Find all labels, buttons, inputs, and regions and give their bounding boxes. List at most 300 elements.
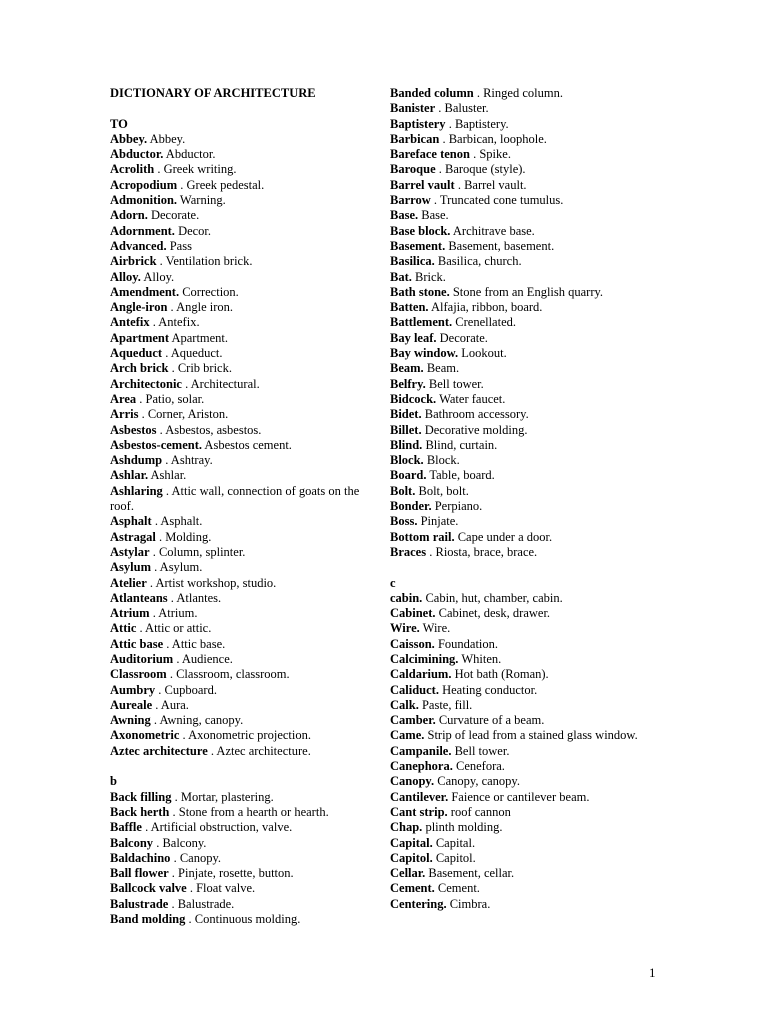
entry-definition: Decorative molding.	[421, 422, 528, 437]
dictionary-entry	[390, 728, 652, 743]
entry-term: Billet.	[390, 422, 422, 437]
dictionary-entry	[390, 790, 652, 805]
entry-definition: Pass	[166, 238, 192, 253]
entry-term: Canopy.	[390, 774, 435, 789]
entry-term: Antefix	[110, 315, 150, 330]
entry-term: Balustrade	[110, 896, 169, 911]
entry-definition: Table, board.	[426, 468, 495, 483]
entry-term: Abductor.	[110, 147, 164, 162]
section-spacer	[390, 560, 652, 575]
entry-definition: Foundation.	[434, 636, 499, 651]
entry-definition: Asbestos cement.	[202, 437, 292, 452]
entry-definition: . Atrium.	[149, 606, 198, 621]
entry-term: Atelier	[110, 575, 147, 590]
entry-definition: Strip of lead from a stained glass window.	[424, 728, 638, 743]
dictionary-entry	[110, 484, 378, 515]
dictionary-entry	[390, 453, 652, 468]
entry-definition: Alloy.	[140, 269, 175, 284]
dictionary-entry	[390, 300, 652, 315]
entry-definition: Cabin, hut, chamber, cabin.	[422, 590, 563, 605]
entry-definition: . Aqueduct.	[162, 346, 223, 361]
dictionary-entry	[110, 560, 378, 575]
section-spacer	[110, 101, 378, 116]
entry-term: Acropodium	[110, 177, 178, 192]
entry-definition: Bell tower.	[451, 743, 510, 758]
dictionary-entry	[110, 468, 378, 483]
entry-definition: . Ventilation brick.	[156, 254, 253, 269]
entry-term: Beam.	[390, 361, 424, 376]
dictionary-entry	[110, 178, 378, 193]
entry-definition: Bolt, bolt.	[415, 483, 469, 498]
entry-definition: Basilica, church.	[434, 254, 522, 269]
dictionary-entry	[110, 606, 378, 621]
entry-definition: . Crib brick.	[168, 361, 232, 376]
entry-definition: Heating conductor.	[438, 682, 538, 697]
dictionary-entry	[110, 162, 378, 177]
left-column	[110, 86, 378, 927]
entry-term: Baldachino	[110, 850, 171, 865]
dictionary-entry	[110, 423, 378, 438]
entry-definition: . Balustrade.	[168, 896, 235, 911]
dictionary-entry	[390, 851, 652, 866]
dictionary-entry	[110, 790, 378, 805]
entry-term: Cant strip.	[390, 804, 448, 819]
entry-term: Advanced.	[110, 238, 167, 253]
dictionary-entry	[390, 438, 652, 453]
dictionary-entry	[390, 836, 652, 851]
dictionary-entry	[390, 147, 652, 162]
entry-definition: Perpiano.	[431, 499, 483, 514]
section-spacer	[110, 759, 378, 774]
dictionary-entry	[110, 713, 378, 728]
section-heading: b	[110, 774, 117, 789]
entry-definition: Cenefora.	[452, 759, 505, 774]
entry-definition: Decor.	[174, 223, 212, 238]
dictionary-entry	[390, 468, 652, 483]
entry-term: Belfry.	[390, 376, 426, 391]
entry-definition: Canopy, canopy.	[434, 774, 520, 789]
entry-definition: . Balcony.	[153, 835, 207, 850]
entry-definition: Water faucet.	[436, 391, 506, 406]
entry-term: Aztec architecture	[110, 743, 208, 758]
entry-definition: Hot bath (Roman).	[451, 667, 549, 682]
entry-term: Apartment	[110, 330, 170, 345]
entry-definition: . Baroque (style).	[435, 162, 526, 177]
entry-definition: Whiten.	[458, 651, 502, 666]
dictionary-entry	[390, 346, 652, 361]
entry-definition: . Ashtray.	[162, 453, 213, 468]
entry-term: Atrium	[110, 606, 150, 621]
entry-term: Bay window.	[390, 346, 459, 361]
dictionary-entry	[110, 407, 378, 422]
entry-definition: Ashlar.	[148, 468, 187, 483]
dictionary-entry	[110, 805, 378, 820]
dictionary-entry	[390, 315, 652, 330]
entry-term: Asphalt	[110, 514, 152, 529]
entry-term: Campanile.	[390, 743, 452, 758]
dictionary-entry	[390, 285, 652, 300]
entry-definition: . Column, splinter.	[149, 544, 246, 559]
entry-term: Cantilever.	[390, 789, 449, 804]
dictionary-entry	[390, 744, 652, 759]
entry-term: Capital.	[390, 835, 433, 850]
entry-term: Camber.	[390, 713, 436, 728]
entry-term: Banded column	[390, 86, 474, 100]
entry-definition: . Attic base.	[163, 636, 226, 651]
entry-definition: Cement.	[434, 881, 480, 896]
entry-definition: Base.	[418, 208, 449, 223]
entry-term: Base block.	[390, 223, 451, 238]
dictionary-entry	[110, 285, 378, 300]
entry-definition: . Cupboard.	[155, 682, 217, 697]
dictionary-entry	[390, 499, 652, 514]
entry-definition: Basement, cellar.	[425, 866, 515, 881]
entry-definition: . Artificial obstruction, valve.	[141, 820, 293, 835]
entry-term: Back filling	[110, 789, 172, 804]
entry-definition: Beam.	[423, 361, 460, 376]
entry-term: Caldarium.	[390, 667, 452, 682]
dictionary-entry	[110, 912, 378, 927]
dictionary-entry	[390, 270, 652, 285]
entry-definition: . Stone from a hearth or hearth.	[169, 804, 329, 819]
entry-term: Bolt.	[390, 483, 416, 498]
dictionary-entry	[110, 239, 378, 254]
dictionary-entry	[110, 208, 378, 223]
entry-term: Barbican	[390, 131, 440, 146]
dictionary-entry	[110, 132, 378, 147]
dictionary-entry	[110, 667, 378, 682]
dictionary-entry	[110, 652, 378, 667]
entry-term: Ball flower	[110, 866, 169, 881]
entry-term: Canephora.	[390, 759, 453, 774]
dictionary-entry	[390, 652, 652, 667]
entry-definition: . Corner, Ariston.	[138, 407, 229, 422]
dictionary-entry	[390, 377, 652, 392]
entry-definition: . Attic wall, connection of goats on the roof.	[110, 483, 360, 514]
entry-term: Acrolith	[110, 162, 155, 177]
dictionary-entry	[110, 881, 378, 896]
dictionary-entry	[390, 667, 652, 682]
entry-term: Bidcock.	[390, 391, 437, 406]
entry-definition: Cape under a door.	[454, 529, 553, 544]
entry-definition: Cabinet, desk, drawer.	[435, 606, 551, 621]
dictionary-entry	[110, 193, 378, 208]
entry-definition: Warning.	[177, 193, 226, 208]
dictionary-entry	[110, 331, 378, 346]
entry-term: Aumbry	[110, 682, 156, 697]
entry-term: Barrel vault	[390, 177, 455, 192]
entry-term: Atlanteans	[110, 590, 168, 605]
dictionary-entry	[390, 774, 652, 789]
dictionary-entry	[110, 728, 378, 743]
entry-term: Classroom	[110, 667, 167, 682]
entry-term: Cement.	[390, 881, 435, 896]
entry-definition: . Audience.	[173, 651, 233, 666]
dictionary-entry	[390, 331, 652, 346]
document-title: DICTIONARY OF ARCHITECTURE	[110, 86, 316, 100]
entry-definition: . Baluster.	[435, 101, 489, 116]
entry-definition: . Pinjate, rosette, button.	[168, 866, 294, 881]
entry-term: Adorn.	[110, 208, 148, 223]
entry-definition: . Greek pedestal.	[177, 177, 265, 192]
entry-term: Band molding	[110, 912, 186, 927]
dictionary-entry	[390, 254, 652, 269]
entry-definition: . Axonometric projection.	[179, 728, 311, 743]
entry-term: Base.	[390, 208, 419, 223]
entry-term: Bottom rail.	[390, 529, 455, 544]
entry-definition: Bathroom accessory.	[421, 407, 529, 422]
dictionary-entry	[390, 392, 652, 407]
entry-definition: . Canopy.	[170, 850, 222, 865]
dictionary-entry	[390, 239, 652, 254]
dictionary-entry	[390, 132, 652, 147]
entry-definition: Capitol.	[432, 850, 476, 865]
entry-term: Area	[110, 391, 137, 406]
dictionary-entry	[110, 637, 378, 652]
dictionary-entry	[390, 208, 652, 223]
dictionary-entry	[390, 101, 652, 116]
entry-definition: Faience or cantilever beam.	[448, 789, 590, 804]
dictionary-entry	[390, 407, 652, 422]
entry-definition: Apartment.	[169, 330, 229, 345]
entry-term: Adornment.	[110, 223, 175, 238]
entry-term: Basement.	[390, 238, 446, 253]
entry-term: Ashlaring	[110, 483, 163, 498]
entry-term: Back herth	[110, 804, 170, 819]
entry-definition: Capital.	[432, 835, 476, 850]
entry-definition: Correction.	[179, 284, 239, 299]
section-heading: c	[390, 575, 396, 590]
entry-definition: . Angle iron.	[167, 300, 234, 315]
dictionary-entry	[110, 514, 378, 529]
entry-term: Barrow	[390, 193, 431, 208]
dictionary-entry	[110, 270, 378, 285]
entry-term: Basilica.	[390, 254, 435, 269]
entry-definition: Basement, basement.	[445, 238, 555, 253]
entry-term: Awning	[110, 713, 151, 728]
dictionary-entry	[390, 423, 652, 438]
entry-definition: Stone from an English quarry.	[449, 284, 604, 299]
dictionary-entry	[110, 300, 378, 315]
dictionary-entry	[390, 820, 652, 835]
dictionary-entry	[390, 193, 652, 208]
right-column	[390, 86, 652, 912]
entry-definition: Curvature of a beam.	[435, 713, 545, 728]
entry-term: Bonder.	[390, 499, 432, 514]
entry-term: Admonition.	[110, 193, 178, 208]
entry-term: Aqueduct	[110, 346, 163, 361]
entry-term: Asbestos-cement.	[110, 437, 202, 452]
entry-definition: . Molding.	[155, 529, 212, 544]
entry-definition: . Awning, canopy.	[150, 713, 244, 728]
dictionary-entry	[390, 805, 652, 820]
entry-term: Block.	[390, 453, 424, 468]
entry-term: Arris	[110, 407, 139, 422]
entry-term: Angle-iron	[110, 300, 168, 315]
dictionary-entry	[110, 453, 378, 468]
entry-definition: . Continuous molding.	[185, 912, 301, 927]
dictionary-entry	[110, 897, 378, 912]
entry-definition: . Ringed column.	[473, 86, 563, 100]
entry-term: Bath stone.	[390, 284, 450, 299]
entry-definition: . Riosta, brace, brace.	[426, 544, 538, 559]
entry-term: Aureale	[110, 697, 153, 712]
dictionary-entry	[390, 713, 652, 728]
entry-term: Wire.	[390, 621, 420, 636]
dictionary-entry	[390, 698, 652, 713]
dictionary-entry	[390, 530, 652, 545]
entry-term: Cellar.	[390, 866, 426, 881]
dictionary-entry	[390, 881, 652, 896]
entry-definition: . Asbestos, asbestos.	[156, 422, 262, 437]
dictionary-entry	[110, 545, 378, 560]
entry-definition: . Asphalt.	[151, 514, 203, 529]
dictionary-entry	[390, 178, 652, 193]
dictionary-entry	[110, 576, 378, 591]
entry-definition: . Attic or attic.	[136, 621, 212, 636]
entry-term: Bidet.	[390, 407, 422, 422]
entry-definition: . Greek writing.	[154, 162, 237, 177]
entry-definition: . Mortar, plastering.	[171, 789, 274, 804]
entry-term: Boss.	[390, 514, 418, 529]
dictionary-entry	[390, 606, 652, 621]
dictionary-entry	[390, 514, 652, 529]
entry-definition: . Atlantes.	[167, 590, 222, 605]
entry-term: Came.	[390, 728, 425, 743]
entry-definition: Decorate.	[147, 208, 200, 223]
entry-definition: roof cannon	[447, 804, 511, 819]
entry-definition: . Antefix.	[149, 315, 200, 330]
entry-term: Attic	[110, 621, 137, 636]
dictionary-entry	[110, 530, 378, 545]
entry-term: Auditorium	[110, 651, 174, 666]
dictionary-entry	[110, 438, 378, 453]
dictionary-entry	[110, 851, 378, 866]
entry-term: Bareface tenon	[390, 147, 470, 162]
entry-definition: Pinjate.	[417, 514, 459, 529]
entry-term: Bat.	[390, 269, 412, 284]
entry-definition: Architrave base.	[450, 223, 535, 238]
dictionary-entry	[390, 484, 652, 499]
dictionary-entry	[390, 361, 652, 376]
entry-term: Calcimining.	[390, 651, 459, 666]
entry-term: Balcony	[110, 835, 154, 850]
dictionary-entry	[110, 361, 378, 376]
dictionary-entry	[110, 820, 378, 835]
entry-term: Bay leaf.	[390, 330, 437, 345]
entry-definition: Abbey.	[147, 131, 186, 146]
entry-definition: . Aura.	[152, 697, 189, 712]
dictionary-entry	[390, 162, 652, 177]
entry-term: Amendment.	[110, 284, 180, 299]
entry-term: Astylar	[110, 544, 150, 559]
entry-definition: Decorate.	[436, 330, 488, 345]
entry-term: Blind.	[390, 437, 423, 452]
entry-term: Centering.	[390, 896, 447, 911]
entry-term: Architectonic	[110, 376, 182, 391]
entry-definition: Alfajia, ribbon, board.	[428, 300, 543, 315]
entry-term: Capitol.	[390, 850, 433, 865]
dictionary-entry	[110, 254, 378, 269]
dictionary-entry	[110, 591, 378, 606]
dictionary-entry	[110, 683, 378, 698]
dictionary-entry	[110, 698, 378, 713]
entry-term: cabin.	[390, 590, 423, 605]
dictionary-entry	[390, 897, 652, 912]
entry-definition: Abductor.	[163, 147, 216, 162]
dictionary-entry	[390, 621, 652, 636]
dictionary-entry	[390, 637, 652, 652]
entry-term: Calk.	[390, 697, 419, 712]
entry-definition: . Barrel vault.	[454, 177, 527, 192]
dictionary-entry	[390, 545, 652, 560]
entry-term: Airbrick	[110, 254, 157, 269]
entry-definition: Paste, fill.	[418, 697, 473, 712]
entry-term: Abbey.	[110, 131, 148, 146]
entry-term: Banister	[390, 101, 436, 116]
entry-definition: . Artist workshop, studio.	[146, 575, 277, 590]
entry-definition: . Baptistery.	[445, 116, 509, 131]
entry-definition: . Asylum.	[150, 560, 203, 575]
entry-definition: . Spike.	[469, 147, 511, 162]
entry-definition: Cimbra.	[446, 896, 491, 911]
entry-definition: plinth molding.	[422, 820, 503, 835]
entry-term: Asylum	[110, 560, 151, 575]
entry-definition: . Patio, solar.	[136, 391, 205, 406]
entry-term: Cabinet.	[390, 606, 436, 621]
entry-definition: Blind, curtain.	[422, 437, 498, 452]
entry-definition: . Classroom, classroom.	[166, 667, 290, 682]
entry-term: Chap.	[390, 820, 423, 835]
entry-term: Astragal	[110, 529, 156, 544]
dictionary-entry	[110, 147, 378, 162]
entry-definition: Wire.	[419, 621, 451, 636]
entry-term: Batten.	[390, 300, 429, 315]
entry-term: Ballcock valve	[110, 881, 187, 896]
entry-definition: . Barbican, loophole.	[439, 131, 547, 146]
entry-term: Baptistery	[390, 116, 446, 131]
entry-definition: . Architectural.	[181, 376, 260, 391]
entry-definition: . Truncated cone tumulus.	[430, 193, 564, 208]
dictionary-entry	[390, 759, 652, 774]
dictionary-entry	[390, 86, 652, 101]
entry-term: Battlement.	[390, 315, 453, 330]
dictionary-entry	[390, 224, 652, 239]
dictionary-entry	[110, 346, 378, 361]
dictionary-entry	[390, 117, 652, 132]
dictionary-entry	[110, 621, 378, 636]
dictionary-entry	[110, 744, 378, 759]
entry-term: Caisson.	[390, 636, 435, 651]
entry-definition: Lookout.	[458, 346, 507, 361]
dictionary-entry	[390, 683, 652, 698]
entry-term: Attic base	[110, 636, 164, 651]
dictionary-entry	[390, 866, 652, 881]
entry-definition: . Float valve.	[186, 881, 256, 896]
entry-definition: Crenellated.	[452, 315, 517, 330]
entry-term: Ashdump	[110, 453, 163, 468]
entry-definition: Block.	[423, 453, 460, 468]
entry-definition: Brick.	[411, 269, 446, 284]
entry-term: Axonometric	[110, 728, 180, 743]
dictionary-entry	[110, 392, 378, 407]
entry-term: Baroque	[390, 162, 436, 177]
entry-term: Asbestos	[110, 422, 157, 437]
entry-term: Ashlar.	[110, 468, 149, 483]
entry-definition: Bell tower.	[425, 376, 484, 391]
dictionary-entry	[110, 315, 378, 330]
entry-term: Baffle	[110, 820, 142, 835]
